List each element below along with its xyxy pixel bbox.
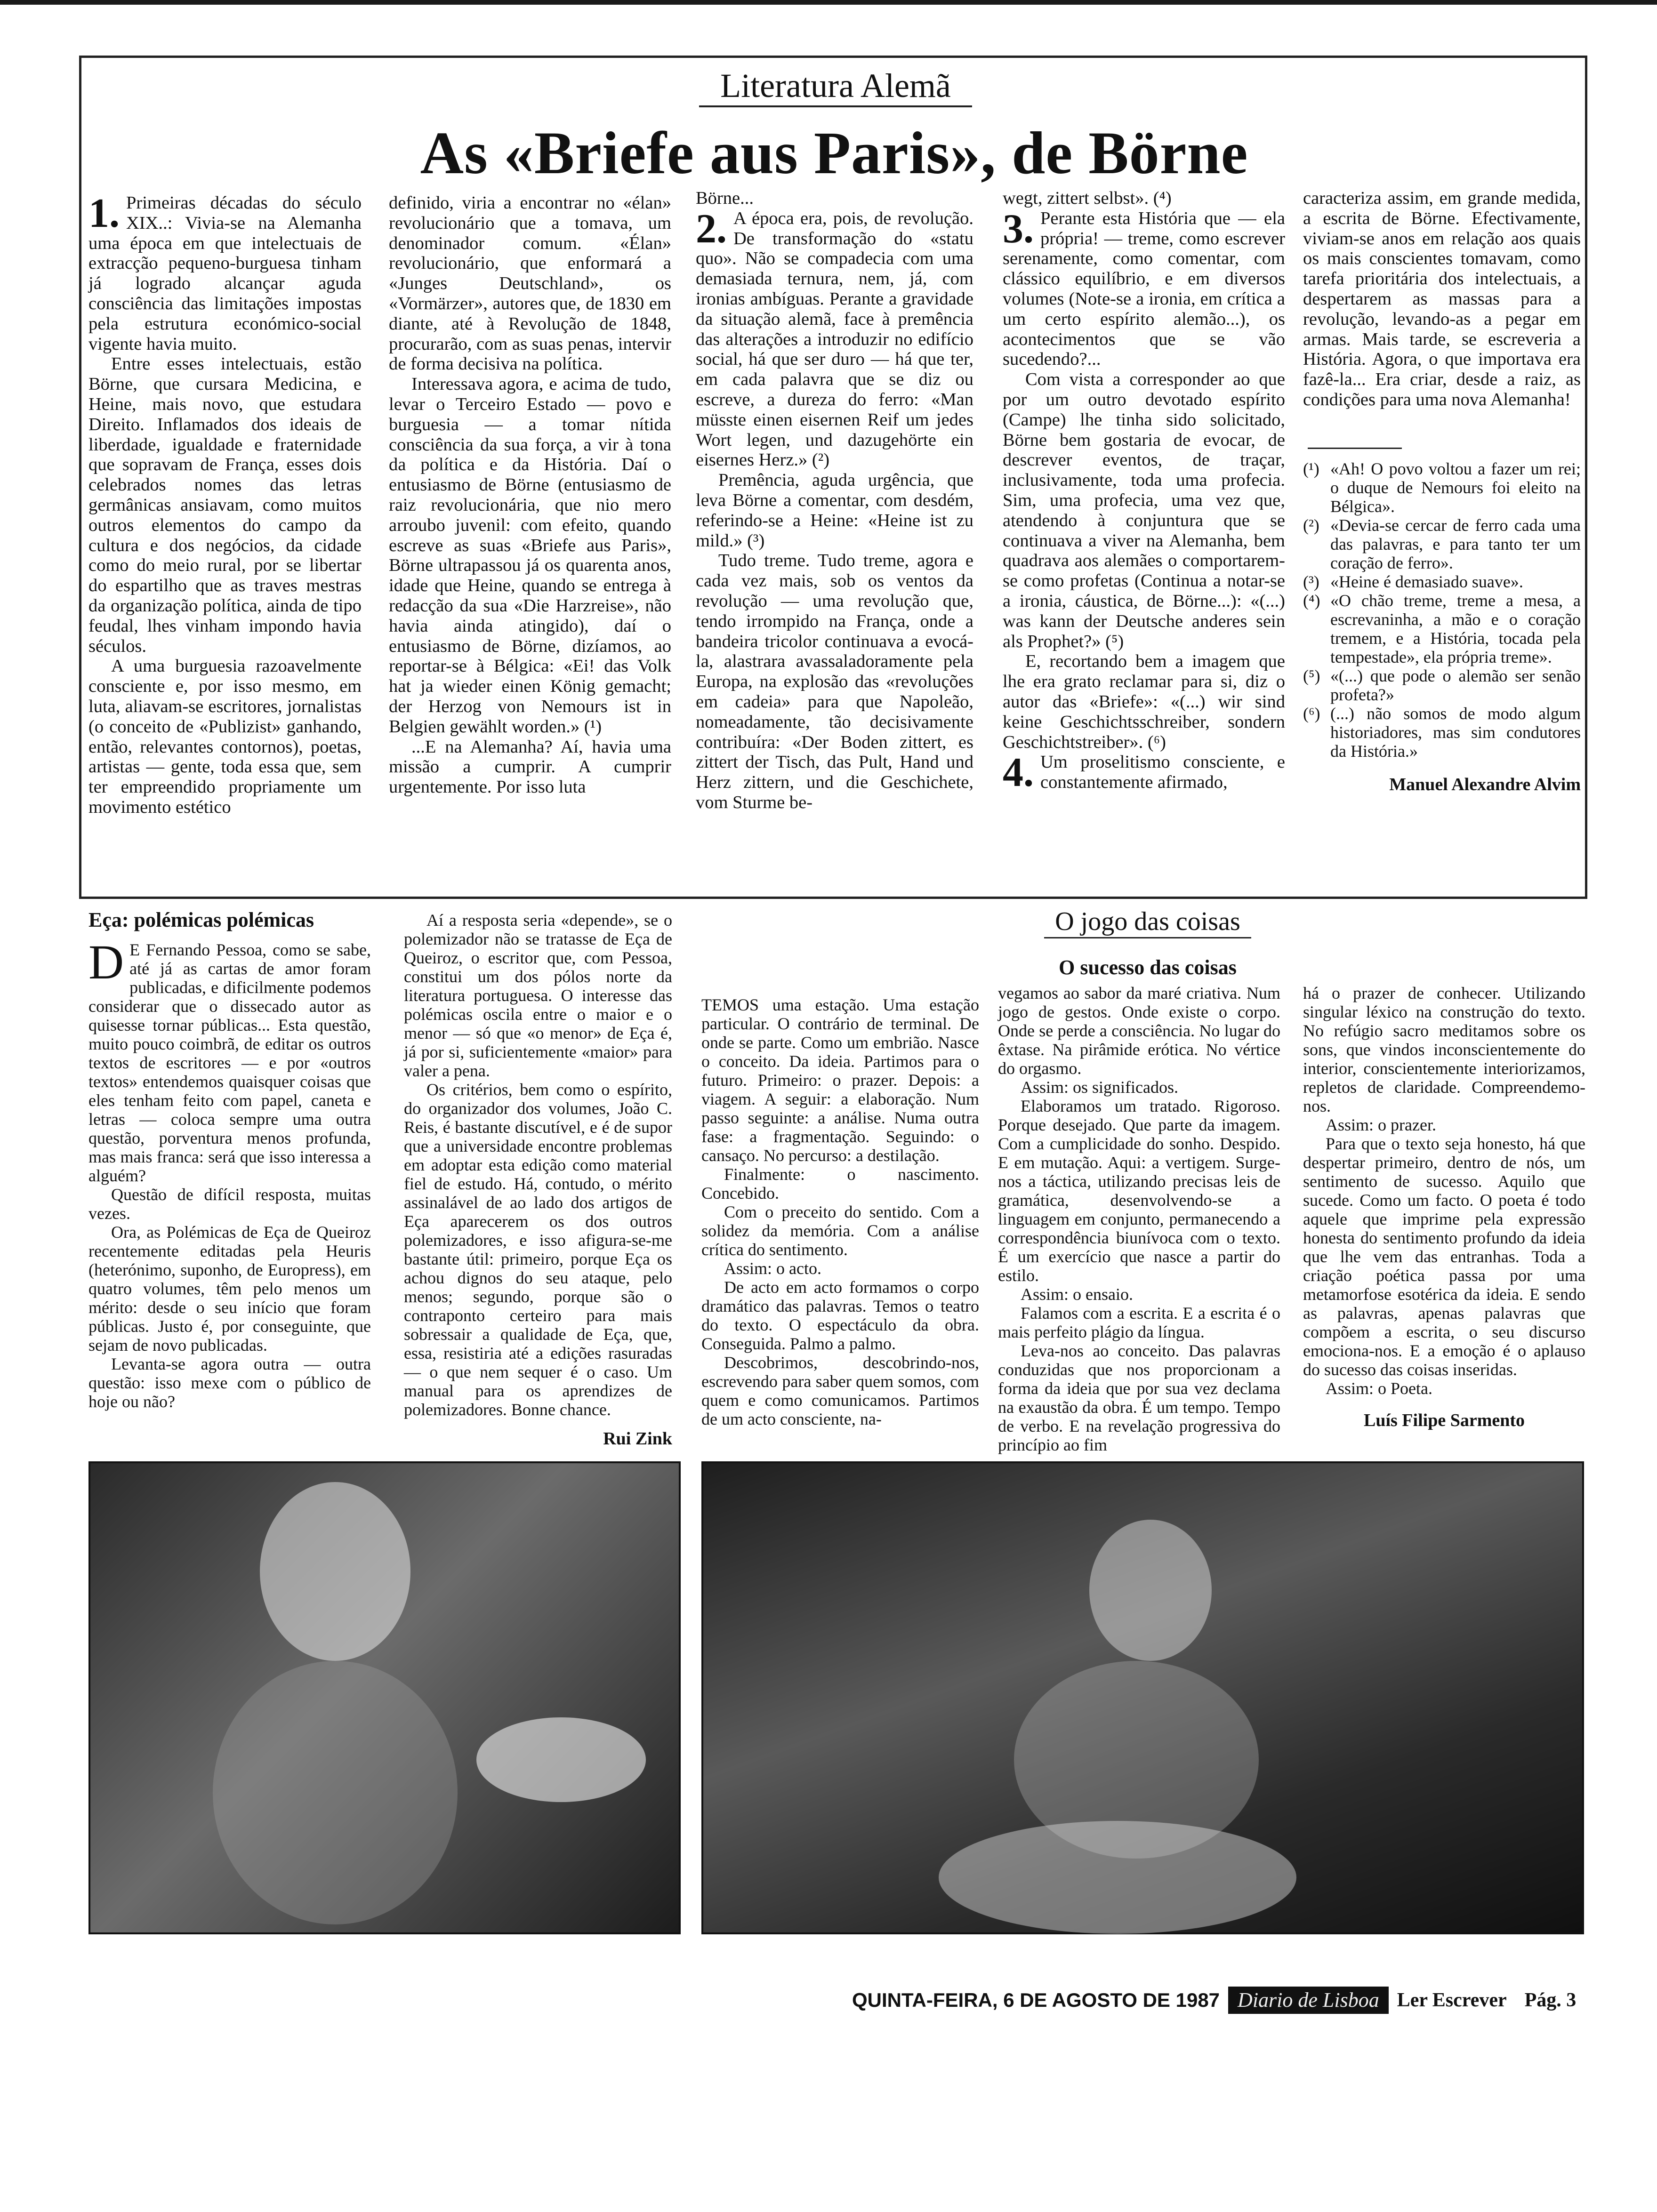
jogo-column-1 <box>701 995 979 1428</box>
paragraph: A época era, pois, de revolução. De transformação do «statu quo». Não se compadecia com uma demasiada ternura, nem, já, com ironias ambíguas. Perante a gravidade da situação alemã, face à premência das alterações a introduzir no edifício social, há que ser duro — há que ter, em cada palavra que se diz ou escreve, a dureza do ferro: «Man müsste einen eisernen Reif um jedes Wort legen, und dazugehörte ein eisernes Herz.» (²) <box>696 208 973 470</box>
headline: As «Briefe aus Paris», de Börne <box>420 120 1248 186</box>
paragraph: caracteriza assim, em grande medida, a escrita de Börne. Efectivamente, viviam-se anos em relação aos quais os mais conscientes tomavam, como tarefa prioritária dos intelectuais, a despertarem as massas para a revolução, levando-as a pegar em armas. Mais tarde, se escreveria a História. Agora, o que importava era fazê-la... Era criar, desde a raiz, as condições para uma nova Alemanha! <box>1303 188 1581 409</box>
paragraph: Com vista a corresponder ao que por um outro devotado espírito (Campe) lhe tinha sido solicitado, Börne bem gostaria de evocar, de descrever eventos, de traçar, inclusivamente, toda uma profecia. Sim, uma profecia, uma vez que, atendendo à conjuntura que se continuava a viver na Alemanha, bem quadrava aos alemães o comportarem-se como profetas (Continua a notar-se a ironia, cáustica, de Börne...): «(...) was kann der Deutsche anderes sein als Prophet?» (⁵) <box>1003 369 1285 651</box>
issue-date: QUINTA-FEIRA, 6 DE AGOSTO DE 1987 <box>852 1989 1220 2011</box>
jogo-subtitle: O sucesso das coisas <box>1059 956 1237 979</box>
paragraph: Perante esta História que — ela própria! — treme, como escrever serenamente, como comentar, com clássico equilíbrio, e em diversos volumes (Note-se a ironia, em crítica a um certo espírito alemão...), os acontecimentos que se vão sucedendo?... <box>1003 208 1285 369</box>
paragraph: Ora, as Polémicas de Eça de Queiroz recentemente editadas pela Heuris (heterónimo, suponho, de Europress), em quatro volumes, têm pelo menos um mérito: desde o seu início que foram públicas. Justo é, por conseguinte, que sejam de novo publicadas. <box>88 1223 371 1354</box>
paragraph: Questão de difícil resposta, muitas vezes. <box>88 1185 371 1223</box>
paragraph: há o prazer de conhecer. Utilizando singular léxico na construção do texto. No refúgio sacro meditamos sobre os sons, que vindos inconscientemente do interior, conscientemente interiorizamos, repletos de claridade. Compreendemo-nos. <box>1303 984 1585 1115</box>
footnote: (⁵) «(...) que pode o alemão ser senão profeta?» <box>1303 666 1581 704</box>
section-number: 2. <box>696 206 727 252</box>
section-title: Literatura Alemã <box>699 66 972 107</box>
paragraph: wegt, zittert selbst». (⁴) <box>1003 188 1172 208</box>
paragraph: E, recortando bem a imagem que lhe era grato reclamar para si, diz o autor das «Briefe»: «(...) wir sind keine Geschichtsschreiber, sondern Geschichtstreiber». (⁶) <box>1003 651 1285 752</box>
paragraph: Premência, aguda urgência, que leva Börne a comentar, com desdém, referindo-se a Heine: «Heine ist zu mild.» (³) <box>696 470 973 551</box>
jogo-title: O jogo das coisas <box>1044 906 1251 938</box>
paragraph: vegamos ao sabor da maré criativa. Num jogo de gestos. Onde existe o corpo. Onde se perde a consciência. No lugar do êxtase. Na pirâmide erótica. No vértice do orgasmo. <box>998 984 1280 1078</box>
supplement-name: Ler Escrever <box>1397 1989 1507 2011</box>
paragraph: Assim: o ensaio. <box>1021 1285 1133 1304</box>
jogo-column-2 <box>998 984 1280 1454</box>
paragraph: Primeiras décadas do século XIX..: Vivia-se na Alemanha uma época em que intelectuais de extracção pequeno-burguesa tinham já logrado alcançar aguda consciência das limitações impostas pela estrutura económico-social vigente havia muito. <box>88 193 362 354</box>
paragraph: Com o preceito do sentido. Com a solidez da memória. Com a análise crítica do sentimento. <box>701 1202 979 1259</box>
paragraph: Finalmente: o nascimento. Concebido. <box>701 1165 979 1202</box>
eca-title: Eça: polémicas polémicas <box>88 908 314 931</box>
paragraph: Os critérios, bem como o espírito, do organizador dos volumes, João C. Reis, é bastante discutível, e é de supor que a universidade encontre problemas em adoptar esta edição como material fiel de estudo. Há, contudo, o mérito assinalável de ao lado dos artigos de Eça aparecerem os dos outros polemizadores, e isso afigura-se-me bastante útil: primeiro, porque Eça os achou dignos do seu ataque, pelo menos; segundo, porque são o contraponto certeiro para mais sobressair a qualidade de Eça, que, essa, resistiria até a edições rasuradas — o que nem sequer é o caso. Um manual para os aprendizes de polemizadores. Bonne chance. <box>404 1080 672 1419</box>
paragraph: Assim: o acto. <box>724 1259 821 1278</box>
section-number: 3. <box>1003 206 1034 252</box>
paragraph: Aí a resposta seria «depende», se o polemizador não se tratasse de Eça de Queiroz, o escritor que, com Pessoa, constitui um dos pólos norte da literatura portuguesa. O interesse das polémicas oscila entre o maior e o menor — só que «o menor» de Eça é, já por si, suficientemente «maior» para valer a pena. <box>404 911 672 1080</box>
footnote: (⁶) (...) não somos de modo algum historiadores, mas sim condutores da História.» <box>1303 704 1581 761</box>
paragraph: Leva-nos ao conceito. Das palavras conduzidas que nos proporcionam a forma da ideia que por sua vez declama na exaustão da obra. É um tempo. Tempo de verbo. E na revelação progressiva do princípio ao fim <box>998 1341 1280 1454</box>
paragraph: Interessava agora, e acima de tudo, levar o Terceiro Estado — povo e burguesia — a tomar nítida consciência da sua força, a vir à tona da política e da História. Daí o entusiasmo de Börne (entusiasmo de raiz revolucionária, que nio mero arroubo juvenil: com efeito, quando escreve as suas «Briefe aus Paris», Börne ultrapassou já os quarenta anos, idade que Heine, quando se entrega à redacção da sua «Die Harzreise», não havia ainda atingido), daí o entusiasmo de Börne, dizíamos, ao reportar-se à Bélgica: «Ei! das Volk hat ja wieder einen König gemacht; der Herzog von Nemours ist in Belgien gewählt worden.» (¹) <box>389 374 671 737</box>
footnote: (³) «Heine é demasiado suave». <box>1303 572 1523 591</box>
paragraph: Assim: os significados. <box>1021 1078 1179 1097</box>
borne-column-2 <box>389 193 671 797</box>
drop-cap: D <box>88 935 124 989</box>
paragraph: Assim: o Poeta. <box>1326 1379 1433 1398</box>
paragraph: TEMOS uma estação. Uma estação particular. O contrário de terminal. De onde se parte. Como um embrião. Nasce o conceito. Da ideia. Partimos para o futuro. Primeiro: o prazer. Depois: a viagem. A seguir: a elaboração. Num passo seguinte: a análise. Numa outra fase: a fragmentação. Seguindo: o cansaço. No percurso: a destilação. <box>701 995 979 1165</box>
paragraph: Um proselitismo consciente, e constantemente afirmado, <box>1040 752 1285 793</box>
paragraph: Assim: o prazer. <box>1326 1115 1436 1134</box>
footnote: (⁴) «O chão treme, treme a mesa, a escrevaninha, a mão e o coração tremem, e a História, tocada pela tempestade», ela própria treme». <box>1303 591 1581 666</box>
paragraph: Tudo treme. Tudo treme, agora e cada vez mais, sob os ventos da revolução — uma revolução que, tendo irrompido na França, onde a bandeira tricolor continuava a evocá-la, alastrara avassaladoramente pela Europa, na explosão das «revoluções em cadeia» para que Napoleão, nomeadamente, tão decisivamente contribuíra: «Der Boden zittert, es zittert der Tisch, das Pult, Hand und Herz zittern, und die Geschichete, vom Sturme be- <box>696 551 973 812</box>
section-number: 1. <box>88 191 120 236</box>
paragraph: Descobrimos, descobrindo-nos, escrevendo para saber quem somos, com quem e como comunicamos. Partimos de um acto consciente, na- <box>701 1353 979 1428</box>
paragraph: Para que o texto seja honesto, há que despertar primeiro, dentro de nós, um sentimento de sucesso. Aquilo que sucede. Como um facto. O poeta é todo aquele que imprime pela expressão honesta do sentimento profundo da ideia que lhe vem das entranhas. Toda a criação poética passa por uma metamorfose esotérica da ideia. E sendo as palavras, apenas palavras que compõem a escrita, o seu discurso emociona-nos. E a emoção é o aplauso do sucesso das coisas inseridas. <box>1303 1134 1585 1379</box>
paragraph: Falamos com a escrita. E a escrita é o mais perfeito plágio da língua. <box>998 1304 1280 1341</box>
borne-column-4 <box>1003 188 1285 796</box>
borne-column-5 <box>1303 188 1581 795</box>
paragraph: De acto em acto formamos o corpo dramático das palavras. Temos o teatro do texto. O espectáculo da obra. Conseguida. Palmo a palmo. <box>701 1278 979 1353</box>
author-signature: Luís Filipe Sarmento <box>1363 1411 1525 1430</box>
notes-divider <box>1308 448 1402 449</box>
borne-column-1 <box>88 193 362 817</box>
footnote: (¹) «Ah! O povo voltou a fazer um rei; o duque de Nemours foi eleito na Bélgica». <box>1303 459 1581 516</box>
paragraph: Entre esses intelectuais, estão Börne, que cursara Medicina, e Heine, mais novo, que estudara Direito. Inflamados dos ideais de liberdade, igualdade e fraternidade que sopravam de França, esses dois celebrados nomes das letras germânicas ansiavam, como muitos outros elementos do campo da cultura e dos negócios, da cidade como do meio rural, por se libertar do espartilho que as traves mestras da organização política, ainda de tipo feudal, lhes vinham impondo havia séculos. <box>88 354 362 656</box>
paragraph: Börne... <box>696 188 754 208</box>
photo-craftsman <box>701 1461 1584 1934</box>
masthead-logo: Diario de Lisboa <box>1228 1987 1389 2014</box>
paragraph: E Fernando Pessoa, como se sabe, até já as cartas de amor foram publicadas, e dificilmente podemos considerar que o dissecado autor as quisesse tornar públicas... Esta questão, muito pouco coimbrã, de editar os outros textos de escritores — e por «outros textos» entendemos quaisquer coisas que eles tenham feito com papel, caneta e letras — coloca sempre uma outra questão, porventura menos profunda, mas mais franca: será que isso interessa a alguém? <box>88 940 371 1185</box>
footnote: (²) «Devia-se cercar de ferro cada uma das palavras, e para tanto ter um coração de ferro». <box>1303 515 1581 572</box>
footnotes <box>1303 459 1581 761</box>
author-signature: Manuel Alexandre Alvim <box>1389 774 1581 794</box>
page-number: Pág. 3 <box>1524 1989 1577 2011</box>
top-rule <box>0 0 1657 5</box>
page-footer <box>852 1984 1586 2017</box>
article-separator <box>83 897 1585 899</box>
section-number: 4. <box>1003 750 1034 796</box>
paragraph: Elaboramos um tratado. Rigoroso. Porque desejado. Que parte da imagem. Com a cumplicidade do sonho. Despido. E em mutação. Aqui: a vertigem. Surge-nos a táctica, utilizando precisas leis de gramática, desenvolvendo-se a linguagem em conjunto, permanecendo a correspondência biunívoca com o texto. É um exercício que nasce a partir do estilo. <box>998 1097 1280 1285</box>
jogo-column-3 <box>1303 984 1585 1430</box>
photo-portrait <box>88 1461 681 1934</box>
borne-column-3 <box>696 188 973 813</box>
paragraph: Levanta-se agora outra — outra questão: isso mexe com o público de hoje ou não? <box>88 1354 371 1411</box>
eca-column-1 <box>88 908 371 1411</box>
paragraph: ...E na Alemanha? Aí, havia uma missão a cumprir. A cumprir urgentemente. Por isso luta <box>389 737 671 797</box>
paragraph: definido, viria a encontrar no «élan» revolucionário que a tomava, um denominador comum. «Élan» revolucionário, que enformará a «Junges Deutschland», os «Vormärzer», autores que, de 1830 em diante, até à Revolução de 1848, procurarão, com as suas penas, intervir de forma decisiva na política. <box>389 193 671 374</box>
eca-column-2 <box>404 911 672 1448</box>
paragraph: A uma burguesia razoavelmente consciente e, por isso mesmo, em luta, aliavam-se escritores, jornalistas (o conceito de «Publizist» ganhando, então, relevantes contornos), poetas, artistas — gente, toda essa que, sem ter empreendido propriamente um movimento estético <box>88 656 362 817</box>
author-signature: Rui Zink <box>603 1429 672 1449</box>
